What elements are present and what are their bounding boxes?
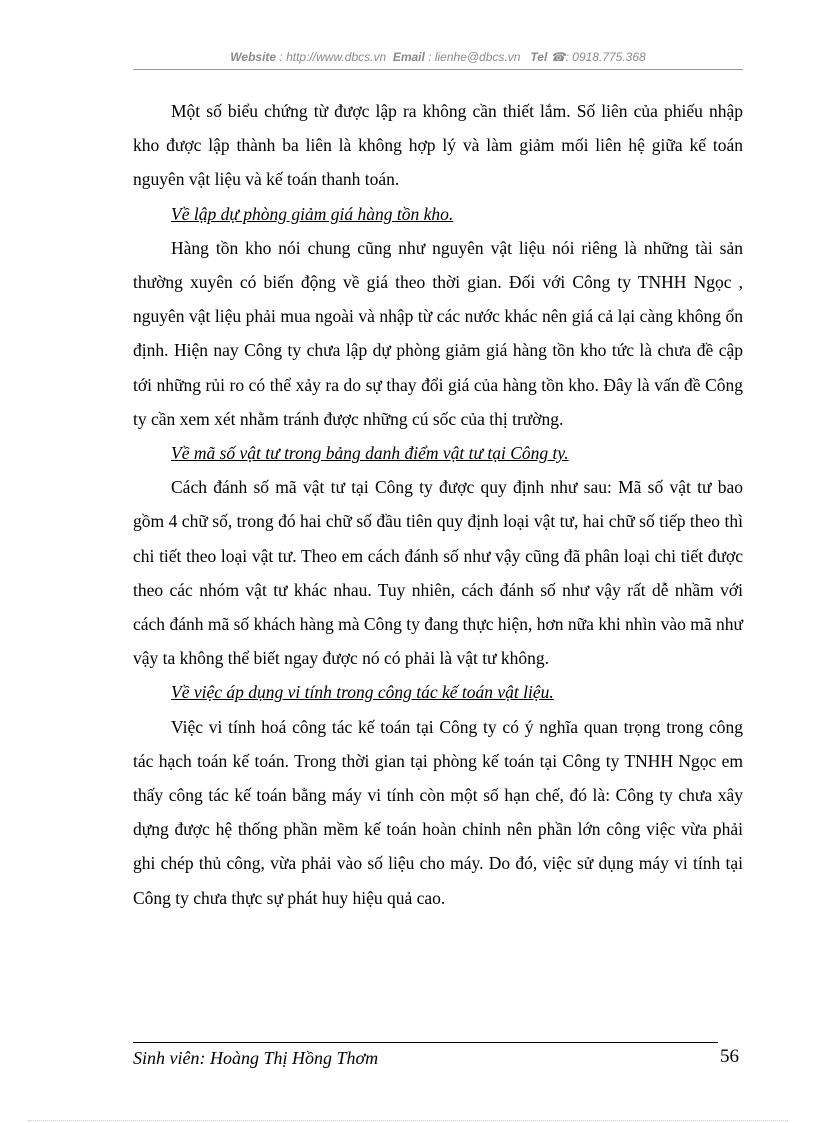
- tel-value: ☎: 0918.775.368: [550, 50, 646, 64]
- heading-computerization: Về việc áp dụng vi tính trong công tác kế toán vật liệu.: [171, 682, 554, 703]
- heading-inventory-provision: Về lập dự phòng giảm giá hàng tồn kho.: [171, 203, 454, 224]
- paragraph-3: Cách đánh số mã vật tư tại Công ty được quy định như sau: Mã số vật tư bao gồm 4 chữ số, trong đó hai chữ số đầu tiên quy định loại vật tư, hai chữ số tiếp theo thì chi tiết theo loại vật tư. Theo em cách đánh số như vậy cũng đã phân loại chi tiết được theo các nhóm vật tư khác nhau. Tuy nhiên, cách đánh số như vậy rất dễ nhầm với cách đánh mã số khách hàng mà Công ty đang thực hiện, hơn nữa khi nhìn vào mã như vậy ta không thể biết ngay được nó có phải là vật tư không.: [133, 477, 743, 669]
- document-body: [133, 94, 743, 915]
- page-number: 56: [720, 1046, 739, 1067]
- tel-label: Tel: [530, 50, 548, 64]
- page-header: [133, 50, 743, 64]
- footer-divider: [133, 1042, 718, 1043]
- bottom-dotted-border: [28, 1120, 788, 1121]
- heading-material-codes: Về mã số vật tư trong bảng danh điểm vật tư tại Công ty.: [171, 443, 569, 464]
- website-value: : http://www.dbcs.vn: [279, 50, 387, 64]
- paragraph-1: Một số biểu chứng từ được lập ra không cần thiết lắm. Số liên của phiếu nhập kho được lập thành ba liên là không hợp lý và làm giảm mối liên hệ giữa kế toán nguyên vật liệu và kế toán thanh toán.: [133, 101, 743, 190]
- header-divider: [133, 69, 743, 70]
- email-label: Email: [392, 50, 425, 64]
- paragraph-2: Hàng tồn kho nói chung cũng như nguyên vật liệu nói riêng là những tài sản thường xuyên có biến động về giá theo thời gian. Đối với Công ty TNHH Ngọc , nguyên vật liệu phải mua ngoài và nhập từ các nước khác nên giá cả lại càng không ổn định. Hiện nay Công ty chưa lập dự phòng giảm giá hàng tồn kho tức là chưa đề cập tới những rủi ro có thể xảy ra do sự thay đổi giá của hàng tồn kho. Đây là vấn đề Công ty cần xem xét nhằm tránh được những cú sốc của thị trường.: [133, 237, 743, 429]
- email-value: : lienhe@dbcs.vn: [428, 50, 521, 64]
- website-label: Website: [230, 50, 277, 64]
- student-name: Sinh viên: Hoàng Thị Hồng Thơm: [133, 1048, 379, 1068]
- paragraph-4: Việc vi tính hoá công tác kế toán tại Công ty có ý nghĩa quan trọng trong công tác hạch toán kế toán. Trong thời gian tại phòng kế toán tại Công ty TNHH Ngọc em thấy công tác kế toán bằng máy vi tính còn một số hạn chế, đó là: Công ty chưa xây dựng được hệ thống phần mềm kế toán hoàn chỉnh nên phần lớn công việc vừa phải ghi chép thủ công, vừa phải vào số liệu cho máy. Do đó, việc sử dụng máy vi tính tại Công ty chưa thực sự phát huy hiệu quả cao.: [133, 716, 743, 908]
